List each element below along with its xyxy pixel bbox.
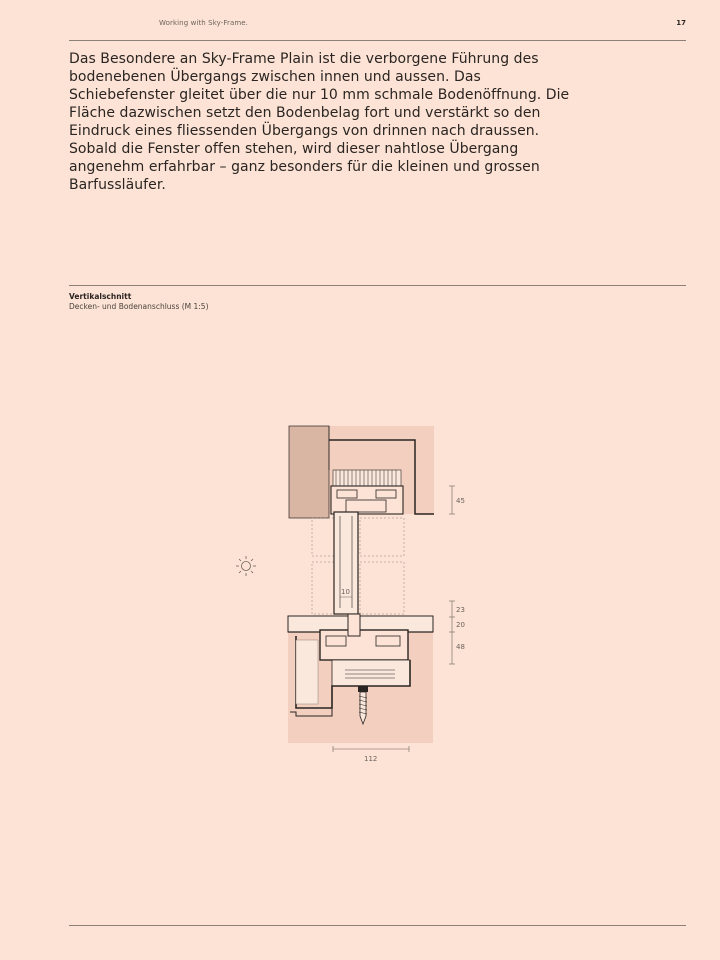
- intro-paragraph: Das Besondere an Sky-Frame Plain ist die verborgene Führung des bodenebenen Übergangs zwischen innen und aussen. Das Schiebefenster gleitet über die nur 10 mm schmale Bodenöffnung. Die Fläche dazwischen setzt den Bodenbelag fort und verstärkt so den Eindruck eines fliessenden Übergangs von drinnen nach draussen. Sobald die Fenster offen stehen, wird dieser nahtlose Übergang angenehm erfahrbar – ganz besonders für die kleinen und grossen Barfussläufer.: [69, 51, 570, 193]
- floor-construction: [288, 614, 433, 743]
- sun-icon: [236, 556, 256, 576]
- vertical-dimensions: [449, 486, 455, 664]
- width-dimension: 112: [364, 755, 378, 763]
- page-number: 17: [676, 19, 686, 27]
- section-title: Vertikalschnitt: [69, 292, 132, 301]
- running-header: Working with Sky-Frame.: [159, 19, 248, 27]
- dimension-48: 48: [456, 643, 465, 651]
- dimension-20: 20: [456, 621, 465, 629]
- opening-dimension-label: 10: [341, 588, 350, 596]
- dimension-23: 23: [456, 606, 465, 614]
- bottom-divider: [69, 925, 686, 926]
- horizontal-dimension: [333, 746, 409, 752]
- section-subtitle: Decken- und Bodenanschluss (M 1:5): [69, 302, 209, 311]
- ceiling-construction: [289, 426, 434, 518]
- head-height-dimension: 45: [456, 497, 465, 505]
- glass-panels: [312, 512, 404, 614]
